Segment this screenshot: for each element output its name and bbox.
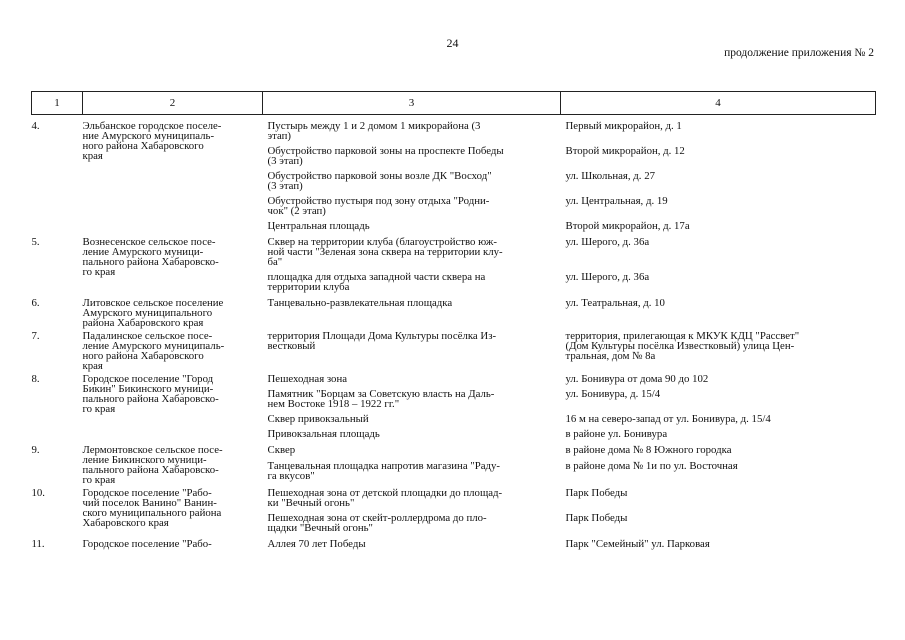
municipality-cell: [83, 539, 263, 552]
object-name: [268, 461, 549, 481]
address-cell: [561, 221, 876, 234]
object-cell: [263, 171, 561, 196]
object-name: [268, 298, 549, 308]
address-cell: [561, 488, 876, 513]
object-address: [566, 221, 876, 231]
municipality-name-line: Хабаровского края: [82, 517, 169, 529]
municipality-name: [83, 298, 263, 328]
object-address-line: территория, прилегающая к МКУК КДЦ "Рассвет": [565, 330, 800, 342]
object-address-line: ул. Театральная, д. 10: [565, 297, 665, 309]
object-address: [566, 461, 876, 471]
municipality-name-line: ного района Хабаровского: [82, 140, 204, 152]
column-header: 4: [561, 92, 876, 115]
object-address-line: в районе дома № 1и по ул. Восточная: [565, 459, 738, 472]
municipality-cell: [83, 331, 263, 371]
address-cell: [561, 171, 876, 196]
object-name-line: щадки "Вечный огонь": [267, 522, 373, 534]
municipality-name-line: Литовское сельское поселение: [82, 297, 224, 309]
object-cell: [263, 331, 561, 371]
municipality-name-line: Городское поселение "Рабо-: [82, 538, 212, 550]
object-address: [566, 513, 876, 523]
object-address-line: ул. Шерого, д. 36а: [565, 271, 650, 283]
address-cell: [561, 374, 876, 389]
object-name-line: Памятник "Борцам за Советскую власть на Даль-: [267, 388, 495, 400]
object-name-line: Пешеходная зона от детской площадки до площад-: [267, 487, 503, 499]
object-name-line: нем Востоке 1918 – 1922 гг.": [267, 398, 400, 410]
object-cell: [263, 461, 561, 485]
object-name-line: территории клуба: [267, 281, 350, 293]
address-cell: [561, 461, 876, 485]
object-name: [268, 272, 549, 292]
table-row: [32, 121, 876, 146]
object-name-line: ки "Вечный огонь": [267, 497, 355, 509]
object-name-line: Аллея 70 лет Победы: [267, 538, 366, 550]
table-row: [32, 237, 876, 272]
object-name-line: (3 этап): [267, 155, 303, 167]
object-address: [566, 389, 876, 399]
row-number: 6.: [31, 297, 40, 309]
municipality-name: [83, 539, 263, 549]
table-row: [32, 445, 876, 461]
object-address: [566, 414, 876, 424]
address-cell: [561, 513, 876, 536]
object-address: [566, 146, 876, 156]
municipality-name-line: ние Амурского муниципаль-: [82, 130, 215, 142]
object-name-line: Обустройство пустыря под зону отдыха "Родни-: [267, 195, 490, 207]
municipality-name-line: го края: [82, 266, 116, 278]
municipality-name-line: Эльбанское городское поселе-: [82, 120, 222, 132]
object-cell: [263, 121, 561, 146]
municipality-name-line: ление Бикинского муници-: [82, 454, 207, 466]
municipality-name-line: Бикин" Бикинского муници-: [82, 383, 214, 395]
object-name: [268, 414, 549, 424]
object-name-line: Центральная площадь: [267, 220, 370, 232]
object-cell: [263, 298, 561, 328]
municipality-name-line: чий поселок Ванино" Ванин-: [82, 497, 217, 509]
object-name: [268, 539, 549, 549]
object-address: [566, 196, 876, 206]
municipality-name-line: Лермонтовское сельское посе-: [82, 444, 223, 456]
object-name: [268, 513, 549, 533]
municipality-name: [83, 237, 263, 277]
object-address: [566, 539, 876, 549]
object-name: [268, 221, 549, 231]
object-address: [566, 374, 876, 384]
object-name-line: вестковый: [267, 340, 316, 352]
row-number: 5.: [31, 236, 40, 248]
object-address: [566, 272, 876, 282]
object-name-line: Сквер: [267, 444, 296, 456]
appendix-continuation-label: продолжение приложения № 2: [724, 47, 874, 59]
object-address-line: Второй микрорайон, д. 17а: [565, 220, 690, 232]
municipality-name-line: пального района Хабаровско-: [82, 464, 219, 476]
object-name: [268, 146, 549, 166]
address-cell: [561, 445, 876, 461]
object-name-line: (3 этап): [267, 180, 303, 192]
object-name: [268, 445, 549, 455]
municipality-name-line: района Хабаровского края: [82, 317, 204, 329]
object-name-line: ной части "Зеленая зона сквера на территории клу-: [267, 246, 503, 258]
object-name-line: этап): [267, 130, 292, 142]
object-address: [566, 488, 876, 498]
object-cell: [263, 272, 561, 295]
table-row: [32, 374, 876, 389]
object-cell: [263, 539, 561, 552]
object-cell: [263, 513, 561, 536]
municipality-name-line: Городское поселение "Рабо-: [82, 487, 212, 499]
table-body: [32, 115, 876, 556]
object-name: [268, 196, 549, 216]
object-name-line: Обустройство парковой зоны возле ДК "Восход": [267, 170, 492, 182]
address-cell: [561, 237, 876, 272]
municipality-name-line: Вознесенское сельское посе-: [82, 236, 216, 248]
municipality-name: [83, 121, 263, 161]
object-name-line: Пешеходная зона от скейт-роллердрома до пло-: [267, 512, 487, 524]
municipality-name: [83, 331, 263, 371]
object-cell: [263, 488, 561, 513]
address-cell: [561, 539, 876, 552]
address-cell: [561, 272, 876, 295]
table-row: [32, 539, 876, 552]
object-address-line: ул. Шерого, д. 36а: [565, 236, 650, 248]
object-address-line: Парк "Семейный" ул. Парковая: [565, 538, 710, 550]
page-number: 24: [446, 36, 459, 50]
municipality-cell: [83, 374, 263, 442]
municipality-cell: [83, 488, 263, 536]
object-address: [566, 237, 876, 247]
object-address-line: (Дом Культуры посёлка Известковый) улица Цен-: [565, 340, 795, 352]
object-address-line: в районе ул. Бонивура: [565, 428, 668, 440]
object-cell: [263, 445, 561, 461]
row-number: 11.: [31, 538, 45, 550]
object-address: [566, 331, 876, 361]
row-number: 7.: [31, 330, 40, 342]
object-cell: [263, 237, 561, 272]
municipality-name-line: Падалинское сельское посе-: [82, 330, 213, 342]
municipality-name: [83, 374, 263, 414]
object-address-line: Второй микрорайон, д. 12: [565, 145, 685, 157]
column-header: 2: [83, 92, 263, 115]
table-header-row: [32, 92, 876, 115]
object-name: [268, 389, 549, 409]
object-name-line: Обустройство парковой зоны на проспекте Победы: [267, 145, 504, 157]
object-address-line: ул. Бонивура от дома 90 до 102: [565, 373, 709, 385]
object-name-line: Танцевальная площадка напротив магазина "Раду-: [267, 459, 501, 472]
municipality-name-line: го края: [82, 474, 116, 486]
object-address: [566, 429, 876, 439]
object-address: [566, 445, 876, 455]
object-name-line: площадка для отдыха западной части сквера на: [267, 271, 486, 283]
object-name-line: территория Площади Дома Культуры посёлка Из-: [267, 330, 497, 342]
row-number: 10.: [31, 487, 45, 499]
object-name-line: Пустырь между 1 и 2 домом 1 микрорайона (3: [267, 120, 481, 132]
object-name: [268, 429, 549, 439]
object-address-line: Парк Победы: [565, 487, 628, 499]
address-cell: [561, 121, 876, 146]
municipality-name-line: края: [82, 150, 103, 162]
object-name: [268, 237, 549, 267]
column-header: 1: [32, 92, 83, 115]
object-name-line: Сквер привокзальный: [267, 413, 369, 425]
object-address-line: в районе дома № 8 Южного городка: [565, 444, 732, 456]
municipality-cell: [83, 237, 263, 295]
table-row: [32, 331, 876, 371]
object-address-line: тральная, дом № 8а: [565, 350, 656, 362]
municipality-name-line: ского муниципального района: [82, 507, 222, 519]
object-address-line: Парк Победы: [565, 512, 628, 524]
municipality-name-line: ление Амурского муниципаль-: [82, 340, 225, 352]
object-name-line: Сквер на территории клуба (благоустройство юж-: [267, 236, 497, 248]
object-cell: [263, 429, 561, 442]
object-name: [268, 331, 549, 351]
object-address-line: 16 м на северо-запад от ул. Бонивура, д. 15/4: [565, 413, 771, 425]
address-cell: [561, 196, 876, 221]
municipality-name-line: пального района Хабаровско-: [82, 393, 219, 405]
municipality-name: [83, 488, 263, 528]
object-address-line: ул. Школьная, д. 27: [565, 170, 655, 182]
object-name-line: Пешеходная зона: [267, 373, 348, 385]
row-number: 4.: [31, 120, 40, 132]
object-name-line: Танцевально-развлекательная площадка: [267, 297, 453, 309]
municipality-name-line: края: [82, 360, 103, 372]
object-name-line: чок" (2 этап): [267, 205, 326, 217]
object-cell: [263, 389, 561, 414]
municipality-name-line: Городское поселение "Город: [82, 373, 214, 385]
object-cell: [263, 414, 561, 429]
row-number: 8.: [31, 373, 40, 385]
object-cell: [263, 146, 561, 171]
object-name-line: га вкусов": [267, 469, 315, 482]
municipality-cell: [83, 445, 263, 485]
object-cell: [263, 221, 561, 234]
object-address-line: ул. Центральная, д. 19: [565, 195, 668, 207]
objects-table: [31, 91, 876, 555]
table-row: [32, 298, 876, 328]
object-cell: [263, 374, 561, 389]
table-row: [32, 488, 876, 513]
column-header: 3: [263, 92, 561, 115]
object-name-line: Привокзальная площадь: [267, 428, 380, 440]
object-name: [268, 121, 549, 141]
municipality-cell: [83, 121, 263, 234]
object-name: [268, 488, 549, 508]
object-name: [268, 374, 549, 384]
municipality-name-line: пального района Хабаровско-: [82, 256, 219, 268]
object-address-line: ул. Бонивура, д. 15/4: [565, 388, 661, 400]
object-address: [566, 171, 876, 181]
address-cell: [561, 414, 876, 429]
address-cell: [561, 389, 876, 414]
object-address: [566, 121, 876, 131]
municipality-name: [83, 445, 263, 485]
municipality-name-line: го края: [82, 403, 116, 415]
object-name-line: ба": [267, 256, 283, 268]
municipality-name-line: ление Амурского муници-: [82, 246, 204, 258]
object-cell: [263, 196, 561, 221]
municipality-cell: [83, 298, 263, 328]
address-cell: [561, 298, 876, 328]
object-address: [566, 298, 876, 308]
row-number: 9.: [31, 444, 40, 456]
address-cell: [561, 146, 876, 171]
municipality-name-line: Амурского муниципального: [82, 307, 213, 319]
municipality-name-line: ного района Хабаровского: [82, 350, 204, 362]
object-address-line: Первый микрорайон, д. 1: [565, 120, 682, 132]
address-cell: [561, 429, 876, 442]
address-cell: [561, 331, 876, 371]
object-name: [268, 171, 549, 191]
